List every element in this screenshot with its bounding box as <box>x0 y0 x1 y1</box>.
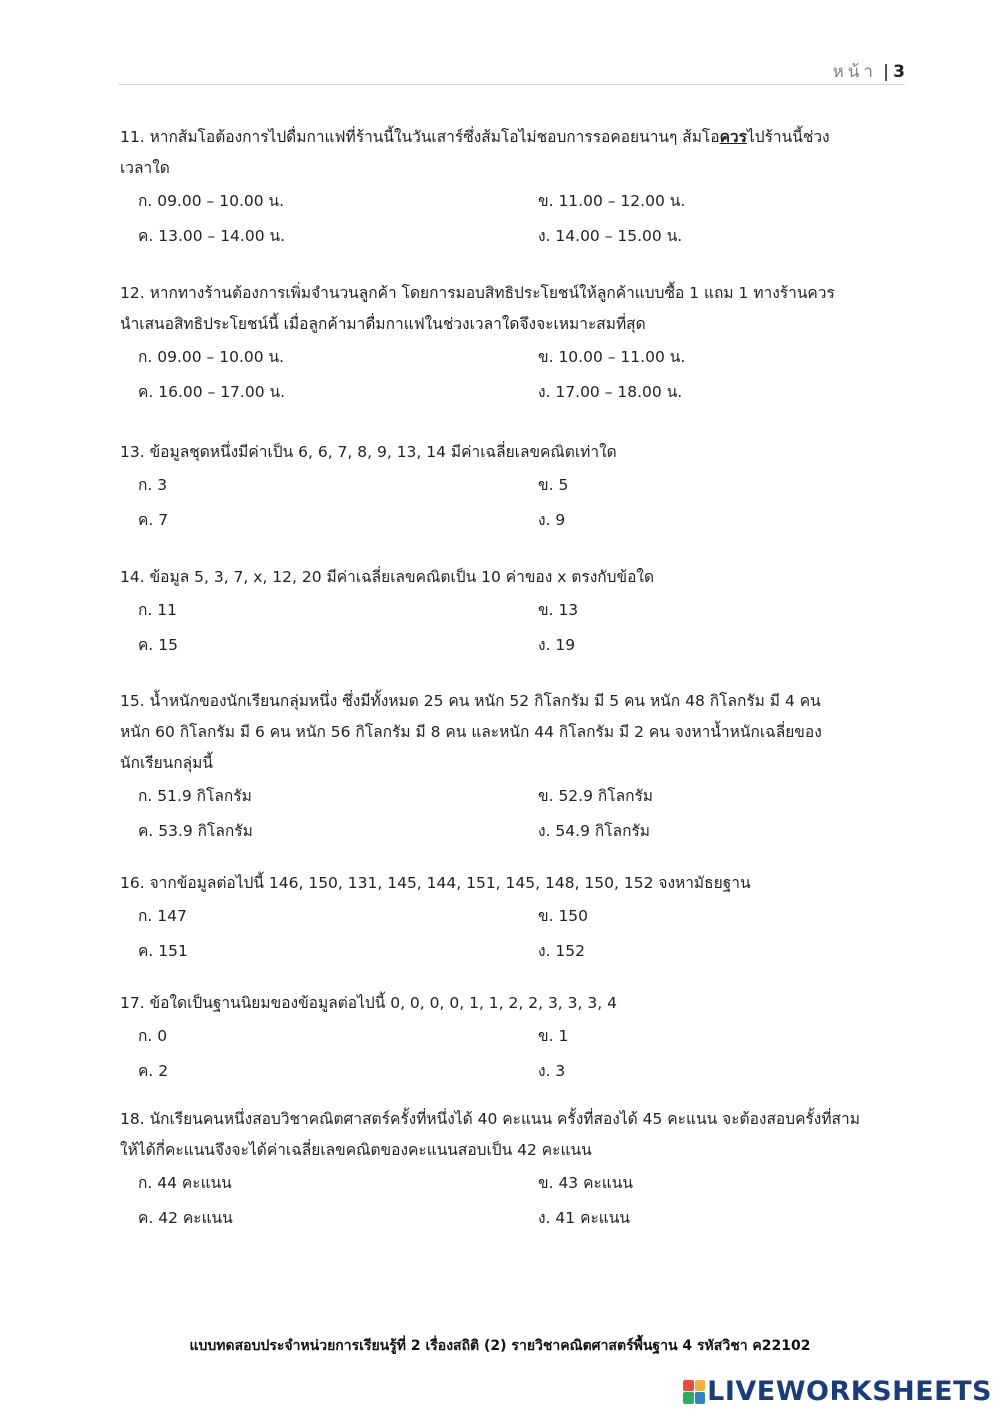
question-stem: 13. ข้อมูลชุดหนึ่งมีค่าเป็น 6, 6, 7, 8, 9, 13, 14 มีค่าเฉลี่ยเลขคณิตเท่าใด <box>120 443 617 461</box>
question-stem: 18. นักเรียนคนหนึ่งสอบวิชาคณิตศาสตร์ครั้งที่หนึ่งได้ 40 คะแนน ครั้งที่สองได้ 45 คะแนน จะต้องสอบครั้งที่สาม ให้ได้กี่คะแนนจึงจะได้ค่าเฉลี่ยเลขคณิตของคะแนนสอบเป็น 42 คะแนน <box>120 1110 860 1159</box>
option-b[interactable]: ข. 52.9 กิโลกรัม <box>538 787 654 805</box>
options <box>120 184 910 254</box>
options <box>120 1019 910 1089</box>
option-d[interactable]: ง. 14.00 – 15.00 น. <box>538 227 683 245</box>
options <box>120 1166 910 1236</box>
option-d[interactable]: ง. 152 <box>538 942 586 960</box>
option-a[interactable]: ก. 11 <box>138 601 177 619</box>
page-number: 3 <box>893 62 905 82</box>
option-c[interactable]: ค. 16.00 – 17.00 น. <box>138 383 286 401</box>
question-13 <box>120 437 910 538</box>
question-stem: 15. น้ำหนักของนักเรียนกลุ่มหนึ่ง ซึ่งมีทั้งหมด 25 คน หนัก 52 กิโลกรัม มี 5 คน หนัก 48 กิโลกรัม มี 4 คน หนัก 60 กิโลกรัม มี 6 คน หนัก 56 กิโลกรัม มี 8 คน และหนัก 44 กิโลกรัม มี 2 คน จงหาน้ำหนักเฉลี่ยของ นักเรียนกลุ่มนี้ <box>120 692 822 772</box>
question-11 <box>120 122 910 254</box>
option-d[interactable]: ง. 17.00 – 18.00 น. <box>538 383 683 401</box>
options <box>120 468 910 538</box>
page-footer: แบบทดสอบประจำหน่วยการเรียนรู้ที่ 2 เรื่องสถิติ (2) รายวิชาคณิตศาสตร์พื้นฐาน 4 รหัสวิชา ค22102 <box>189 1338 811 1354</box>
options <box>120 593 910 663</box>
question-stem: 17. ข้อใดเป็นฐานนิยมของข้อมูลต่อไปนี้ 0, 0, 0, 0, 1, 1, 2, 2, 3, 3, 3, 4 <box>120 994 617 1012</box>
liveworksheets-logo[interactable] <box>683 1376 992 1407</box>
question-12 <box>120 278 910 410</box>
option-a[interactable]: ก. 44 คะแนน <box>138 1174 232 1192</box>
question-stem: 16. จากข้อมูลต่อไปนี้ 146, 150, 131, 145, 144, 151, 145, 148, 150, 152 จงหามัธยฐาน <box>120 874 751 892</box>
options <box>120 779 910 849</box>
option-a[interactable]: ก. 147 <box>138 907 187 925</box>
option-b[interactable]: ข. 10.00 – 11.00 น. <box>538 348 686 366</box>
option-d[interactable]: ง. 3 <box>538 1062 566 1080</box>
option-b[interactable]: ข. 150 <box>538 907 589 925</box>
options <box>120 899 910 969</box>
option-c[interactable]: ค. 42 คะแนน <box>138 1209 233 1227</box>
question-15 <box>120 686 910 849</box>
option-a[interactable]: ก. 51.9 กิโลกรัม <box>138 787 252 805</box>
option-c[interactable]: ค. 13.00 – 14.00 น. <box>138 227 286 245</box>
question-stem: 14. ข้อมูล 5, 3, 7, x, 12, 20 มีค่าเฉลี่ยเลขคณิตเป็น 10 ค่าของ x ตรงกับข้อใด <box>120 568 655 586</box>
option-c[interactable]: ค. 2 <box>138 1062 169 1080</box>
brand-text: LIVEWORKSHEETS <box>707 1376 992 1407</box>
options <box>120 340 910 410</box>
option-d[interactable]: ง. 41 คะแนน <box>538 1209 630 1227</box>
page-separator: | <box>882 62 890 82</box>
option-a[interactable]: ก. 0 <box>138 1027 168 1045</box>
question-14 <box>120 562 910 663</box>
question-17 <box>120 988 910 1089</box>
option-a[interactable]: ก. 3 <box>138 476 168 494</box>
question-16 <box>120 868 910 969</box>
blocks-icon <box>683 1380 705 1404</box>
option-b[interactable]: ข. 11.00 – 12.00 น. <box>538 192 686 210</box>
option-c[interactable]: ค. 15 <box>138 636 178 654</box>
option-d[interactable]: ง. 54.9 กิโลกรัม <box>538 822 650 840</box>
option-d[interactable]: ง. 19 <box>538 636 576 654</box>
option-a[interactable]: ก. 09.00 – 10.00 น. <box>138 348 285 366</box>
question-stem: 12. หากทางร้านต้องการเพิ่มจำนวนลูกค้า โดยการมอบสิทธิประโยชน์ให้ลูกค้าแบบซื้อ 1 แถม 1 ทางร้านควร นำเสนอสิทธิประโยชน์นี้ เมื่อลูกค้ามาดื่มกาแฟในช่วงเวลาใดจึงจะเหมาะสมที่สุด <box>120 284 835 333</box>
option-c[interactable]: ค. 151 <box>138 942 188 960</box>
option-a[interactable]: ก. 09.00 – 10.00 น. <box>138 192 285 210</box>
option-b[interactable]: ข. 13 <box>538 601 579 619</box>
option-b[interactable]: ข. 1 <box>538 1027 569 1045</box>
option-b[interactable]: ข. 43 คะแนน <box>538 1174 633 1192</box>
question-18 <box>120 1104 910 1236</box>
option-c[interactable]: ค. 53.9 กิโลกรัม <box>138 822 253 840</box>
question-stem: 11. หากส้มโอต้องการไปดื่มกาแฟที่ร้านนี้ในวันเสาร์ซึ่งส้มโอไม่ชอบการรอคอยนานๆ ส้มโอควรไปร้านนี้ช่วง เวลาใด <box>120 128 830 177</box>
page-header <box>833 58 905 85</box>
page-label: หน้า <box>832 62 877 82</box>
option-c[interactable]: ค. 7 <box>138 511 169 529</box>
header-divider <box>118 84 905 85</box>
emphasis-word: ควร <box>719 128 747 146</box>
option-d[interactable]: ง. 9 <box>538 511 566 529</box>
option-b[interactable]: ข. 5 <box>538 476 569 494</box>
